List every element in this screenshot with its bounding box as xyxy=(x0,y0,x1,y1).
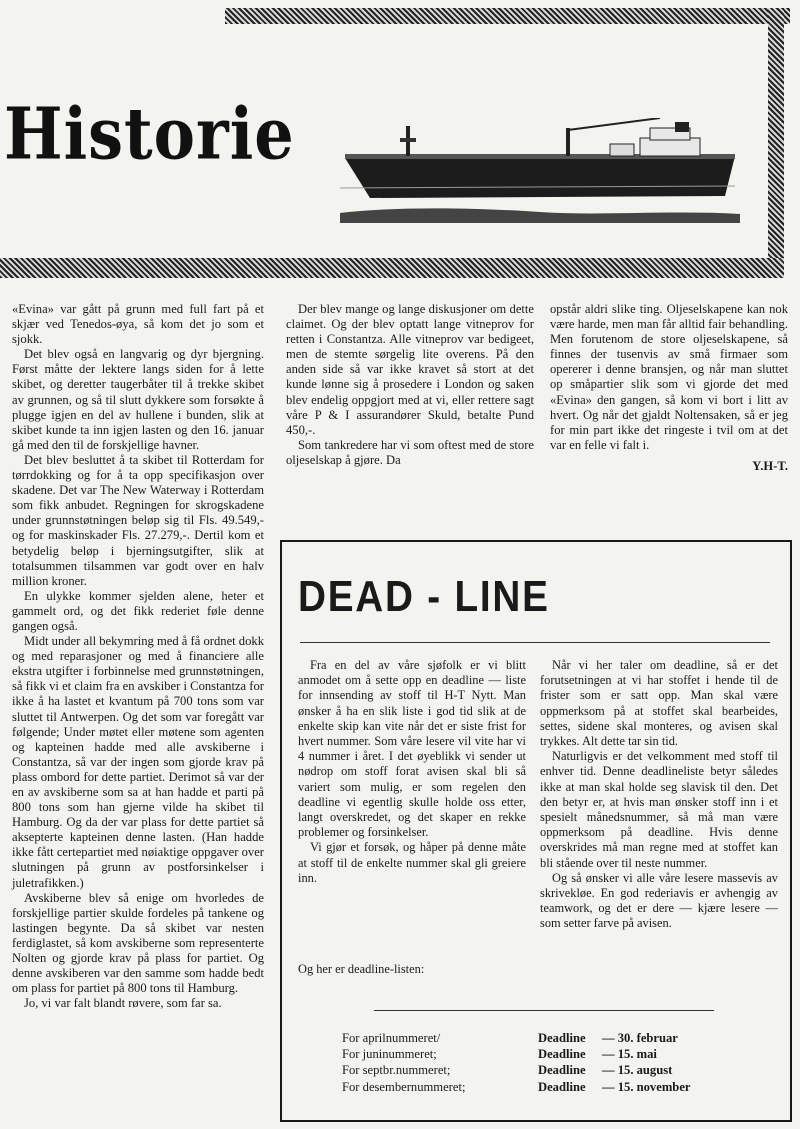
article-column-1 xyxy=(12,302,264,1011)
deadline-date: — 15. august xyxy=(602,1063,673,1078)
deadline-date: — 30. februar xyxy=(602,1031,678,1045)
issue-name: For septbr.nummeret; xyxy=(342,1063,451,1078)
deadline-paragraph: Og så ønsker vi alle våre lesere massevis av skrivekløe. En god rederiavis er avhengig av teamwork, og det er dere — kjære lesere — som setter farve på avisen. xyxy=(540,870,778,931)
divider xyxy=(374,1010,714,1011)
article-column-2 xyxy=(286,302,534,468)
deadline-row xyxy=(342,1062,691,1078)
article-paragraph: Jo, vi var falt blandt røvere, som far sa. xyxy=(24,996,222,1011)
deadline-column-1 xyxy=(298,658,526,886)
author-signature: Y.H-T. xyxy=(752,458,788,473)
deadline-date: — 15. november xyxy=(602,1079,691,1094)
tanker-ship-illustration xyxy=(340,118,740,223)
article-paragraph: opstår aldri slike ting. Oljeselskapene kan nok være harde, men man får alltid fair behandling. Men forutenom de store oljeselskapene, så finnes der tusenvis av små firmaer som opererer i denne bransjen, og når man sluttet op småpartier slik som vi gjorde det med «Evina» den gangen, så kom vi bort i litt av hvert. Og når det gjaldt Noltensaken, så er jeg for min part ikke det ringeste i tvil om at det var en felle vi falt i. xyxy=(550,302,788,452)
section-title: Historie xyxy=(4,92,295,176)
deadline-paragraph: Når vi her taler om deadline, så er det forutsetningen at vi har stoffet i hende til de frister som er satt opp. Man skal være oppmerksom på at stoffet skal bearbeides, settes, sidene skal monteres, og avisen skal trykkes. Alt dette tar sin tid. xyxy=(540,658,778,749)
deadline-list-intro: Og her er deadline-listen: xyxy=(298,962,425,976)
header-banner xyxy=(0,0,800,290)
hatched-border-top xyxy=(225,8,790,24)
deadline-list xyxy=(342,1030,691,1095)
article-paragraph: Det blev besluttet å ta skibet til Rotterdam for tørrdokking og for å ta opp specifikasjon over skadene. Det var The New Waterway i Rotterdam som fikk anbudet. Regningen for skrogskadene under grunnstøtningen beløp sig til Fls. 49.549,- og for maskinskader Fls. 27.279,-. Dertil kom et betydelig beløp i bjerningsutgifter, slik at totalsummen tilsammen var godt over en halv million kroner. xyxy=(12,452,264,588)
divider xyxy=(300,642,770,643)
deadline-paragraph: Fra en del av våre sjøfolk er vi blitt anmodet om å sette opp en deadline — liste for innsending av stoff til H-T Nytt. Man ønsker å ha en slik liste i god tid slik at de enkelte skip kan vite når det er siste frist for hvert nummer. Som våre lesere vil vite har vi 4 nummer i året. I det øyeblikk vi sender ut nødrop om stoff forat avisen skal bli så variert som mulig, er som regelen den deadline vi egentlig skulle holde oss etter, langt overskredet, og det skaper en rekke problemer og forsinkelser. xyxy=(298,658,526,840)
deadline-label: Deadline xyxy=(538,1079,586,1094)
issue-name: For juninummeret; xyxy=(342,1047,437,1062)
issue-name: For desembernummeret; xyxy=(342,1079,466,1094)
deadline-label: Deadline xyxy=(538,1031,586,1045)
deadline-title: DEAD - LINE xyxy=(298,572,550,621)
hatched-border-bottom xyxy=(0,258,784,278)
deadline-row xyxy=(342,1079,691,1095)
deadline-row xyxy=(342,1046,691,1062)
hatched-border-right xyxy=(768,8,784,278)
article-paragraph: Avskiberne blev så enige om hvorledes de forskjellige partier skulde fordeles på tankene og lastingen begynte. Da så skibet var nesten ferdiglastet, så kom avskiberne som representerte Nolten og gjorde krav på plass for partiet. Og denne avskiberen var den samme som hadde bedt om plass for partiet på 800 tons til Hamburg. xyxy=(12,890,264,996)
deadline-column-2 xyxy=(540,658,778,932)
deadline-paragraph: Naturligvis er det velkomment med stoff til enhver tid. Denne deadlineliste betyr således ikke at man skal holde seg slavisk til den. Det den betyr er, at hvis man ønsker stoff inn i et spesielt månedsnummer, så må man være oppmerksom på deadline. Hvis denne overskrides må man regne med at stoffet kan bli stående over til neste nummer. xyxy=(540,749,778,870)
deadline-label: Deadline xyxy=(538,1063,586,1078)
article-paragraph: Som tankredere har vi som oftest med de store oljeselskap å gjøre. Da xyxy=(286,437,534,467)
issue-name: For aprilnummeret/ xyxy=(342,1031,441,1045)
article-paragraph: «Evina» var gått på grunn med full fart på et skjær ved Tenedos-øya, så kom det jo som et sjokk. xyxy=(12,302,264,347)
article-paragraph: Det blev også en langvarig og dyr bjergning. Først måtte der lektere langs siden for å lette skibet, og deretter taugerbåter til å trekke skibet av grunnen, og så til slutt dykkere som forsøkte å plugge igjen en del av hullene i bunden, slik at skibet kunde ta inn igjen lasten og den 16. januar gå med den til de forskjellige havner. xyxy=(12,347,264,452)
deadline-box xyxy=(280,540,792,1122)
deadline-row xyxy=(342,1030,691,1046)
article-paragraph: Midt under all bekymring med å få ordnet dokk og med reparasjoner og med å financiere alle ekstra utgifter i forbinnelse med grunnstøtningen, så fikk vi et claim fra en avskiber i Constantza for ikke å ha lastet et kvantum på 700 tons som var sluttet til Antwerpen. Og det som var foregått var følgende; Under møtet eller møtene som agenten og kapteinen hadde med alle avskiberne i Constantza, så var der ingen som gjorde krav på plass ombord for dette partiet. Derimot så var der en av avskiberne som sa at han hadde et parti på 800 tons som han gjerne vilde ha skibet til Hamburg. Og da der var plass for dette partiet så aksepterte kapteinen denne lasten. (Han hadde ikke fått certepartiet med nøiaktige oppgaver over slutningen på grunn av postforsinkelser i juletrafikken.) xyxy=(12,634,264,890)
deadline-date: — 15. mai xyxy=(602,1047,657,1062)
article-paragraph: Der blev mange og lange diskusjoner om dette claimet. Og der blev optatt lange vitneprov for retten i Constantza. Alle vitneprov var bedigeet, men de stemte sørgelig lite overens. På den anden side så var ikke kravet så stort at det kunde lønne sig å prosedere i London og saken blev endelig oppgjort med at vi, eller rettere sagt våre P & I assurandører Skuld, betalte Pund 450,-. xyxy=(286,302,534,437)
deadline-label: Deadline xyxy=(538,1047,586,1062)
article-column-3 xyxy=(550,302,788,474)
article-paragraph: En ulykke kommer sjelden alene, heter et gammelt ord, og det fikk rederiet føle denne gangen også. xyxy=(12,588,264,633)
deadline-paragraph: Vi gjør et forsøk, og håper på denne måte at stoff til de enkelte nummer skal gli greiere inn. xyxy=(298,840,526,885)
